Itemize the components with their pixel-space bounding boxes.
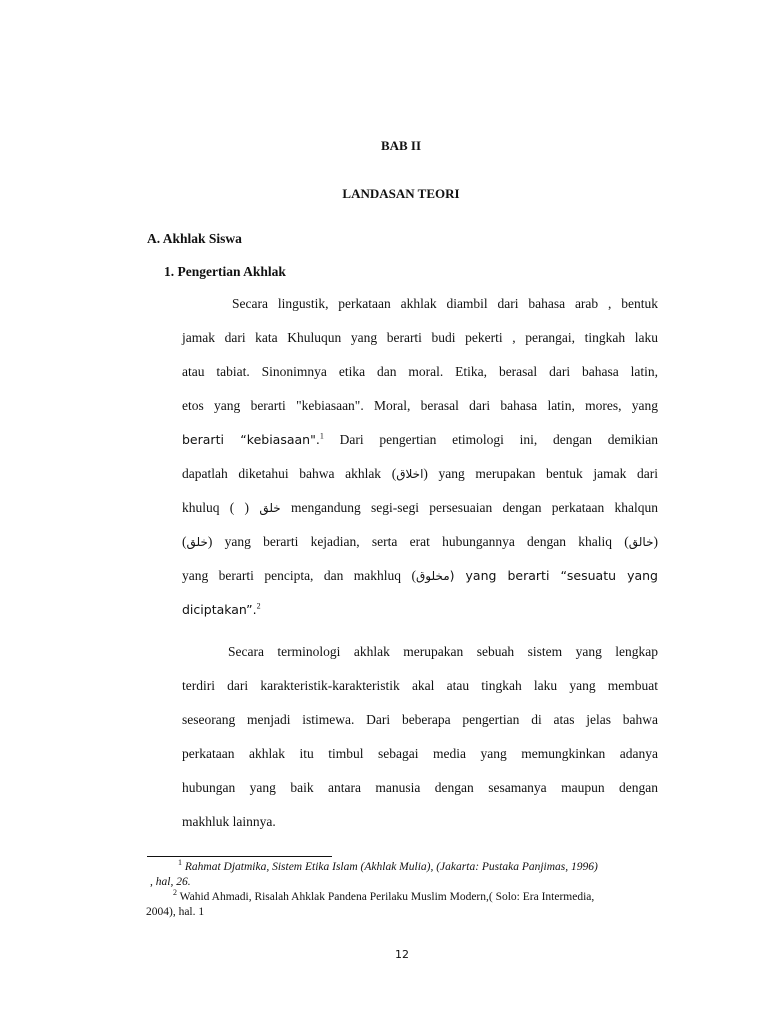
arabic-term: اخلاق bbox=[396, 467, 424, 481]
paragraph-line: Secara lingustik, perkataan akhlak diambil dari bahasa arab , bentuk bbox=[232, 296, 658, 311]
footnote-text: Wahid Ahmadi, Risalah Ahklak Pandena Perilaku Muslim Modern,( Solo: Era Intermedia, bbox=[177, 891, 595, 903]
paragraph-line bbox=[182, 566, 658, 586]
page-number: 12 bbox=[395, 948, 409, 961]
footnote-text: Rahmat Djatmika, Sistem Etika Islam (Akhlak Mulia), (Jakarta: Pustaka Panjimas, 1996) bbox=[182, 861, 598, 873]
footnote-ref-2[interactable]: 2 bbox=[256, 601, 261, 611]
footnote-2 bbox=[146, 890, 660, 905]
arabic-term: مخلوق bbox=[415, 569, 450, 583]
arabic-term: خلق bbox=[259, 501, 281, 515]
footnote-1-continued: , hal, 26. bbox=[150, 876, 191, 888]
arabic-term: خالق bbox=[628, 535, 654, 549]
inline-text: khuluq ( ) bbox=[182, 500, 260, 515]
paragraph-line bbox=[182, 498, 658, 518]
paragraph-line: perkataan akhlak itu timbul sebagai media yang memungkinkan adanya bbox=[182, 746, 658, 761]
paragraph-line: atau tabiat. Sinonimnya etika dan moral. Etika, berasal dari bahasa latin, bbox=[182, 364, 658, 379]
chapter-number: BAB II bbox=[380, 138, 422, 153]
inline-text: berarti “kebiasaan". bbox=[182, 432, 320, 447]
paragraph-line: hubungan yang baik antara manusia dengan sesamanya maupun dengan bbox=[182, 780, 658, 795]
footnote-number: 2 bbox=[173, 888, 177, 898]
footnote-2-continued: 2004), hal. 1 bbox=[146, 906, 205, 918]
footnotes bbox=[146, 860, 660, 920]
inline-text: ) yang merupakan bentuk jamak dari bbox=[423, 466, 658, 481]
inline-text: diciptakan”. bbox=[182, 602, 257, 617]
section-heading: A. Akhlak Siswa bbox=[147, 231, 242, 246]
footnote-1 bbox=[146, 860, 660, 875]
paragraph-line: makhluk lainnya. bbox=[182, 814, 276, 829]
paragraph-line: Secara terminologi akhlak merupakan sebuah sistem yang lengkap bbox=[228, 644, 658, 659]
paragraph-line: seseorang menjadi istimewa. Dari beberapa pengertian di atas jelas bahwa bbox=[182, 712, 658, 727]
arabic-term: خلق bbox=[186, 535, 208, 549]
inline-text: ( bbox=[182, 534, 187, 549]
inline-text: ) bbox=[653, 534, 658, 549]
inline-text: mengandung segi-segi persesuaian dengan perkataan khalqun bbox=[280, 500, 658, 515]
paragraph-line bbox=[182, 532, 658, 552]
chapter-title: LANDASAN TEORI bbox=[342, 186, 460, 201]
inline-text: ) yang berarti kejadian, serta erat hubungannya dengan khaliq ( bbox=[207, 534, 629, 549]
paragraph-line: jamak dari kata Khuluqun yang berarti budi pekerti , perangai, tingkah laku bbox=[182, 330, 658, 345]
paragraph-line bbox=[182, 430, 658, 450]
paragraph-line: etos yang berarti "kebiasaan". Moral, berasal dari bahasa latin, mores, yang bbox=[182, 398, 658, 413]
inline-text: Dari pengertian etimologi ini, dengan demikian bbox=[323, 432, 658, 447]
paragraph-line bbox=[182, 600, 658, 620]
paragraph-line: terdiri dari karakteristik-karakteristik akal atau tingkah laku yang membuat bbox=[182, 678, 658, 693]
inline-text: ) yang berarti “sesuatu yang bbox=[449, 568, 658, 583]
inline-text: yang berarti pencipta, dan makhluq ( bbox=[182, 568, 416, 583]
footnote-ref-1[interactable]: 1 bbox=[319, 431, 324, 441]
footnote-number: 1 bbox=[178, 858, 182, 868]
inline-text: dapatlah diketahui bahwa akhlak ( bbox=[182, 466, 397, 481]
subsection-heading: 1. Pengertian Akhlak bbox=[164, 264, 286, 279]
footnote-divider bbox=[147, 856, 332, 857]
paragraph-line bbox=[182, 464, 658, 484]
